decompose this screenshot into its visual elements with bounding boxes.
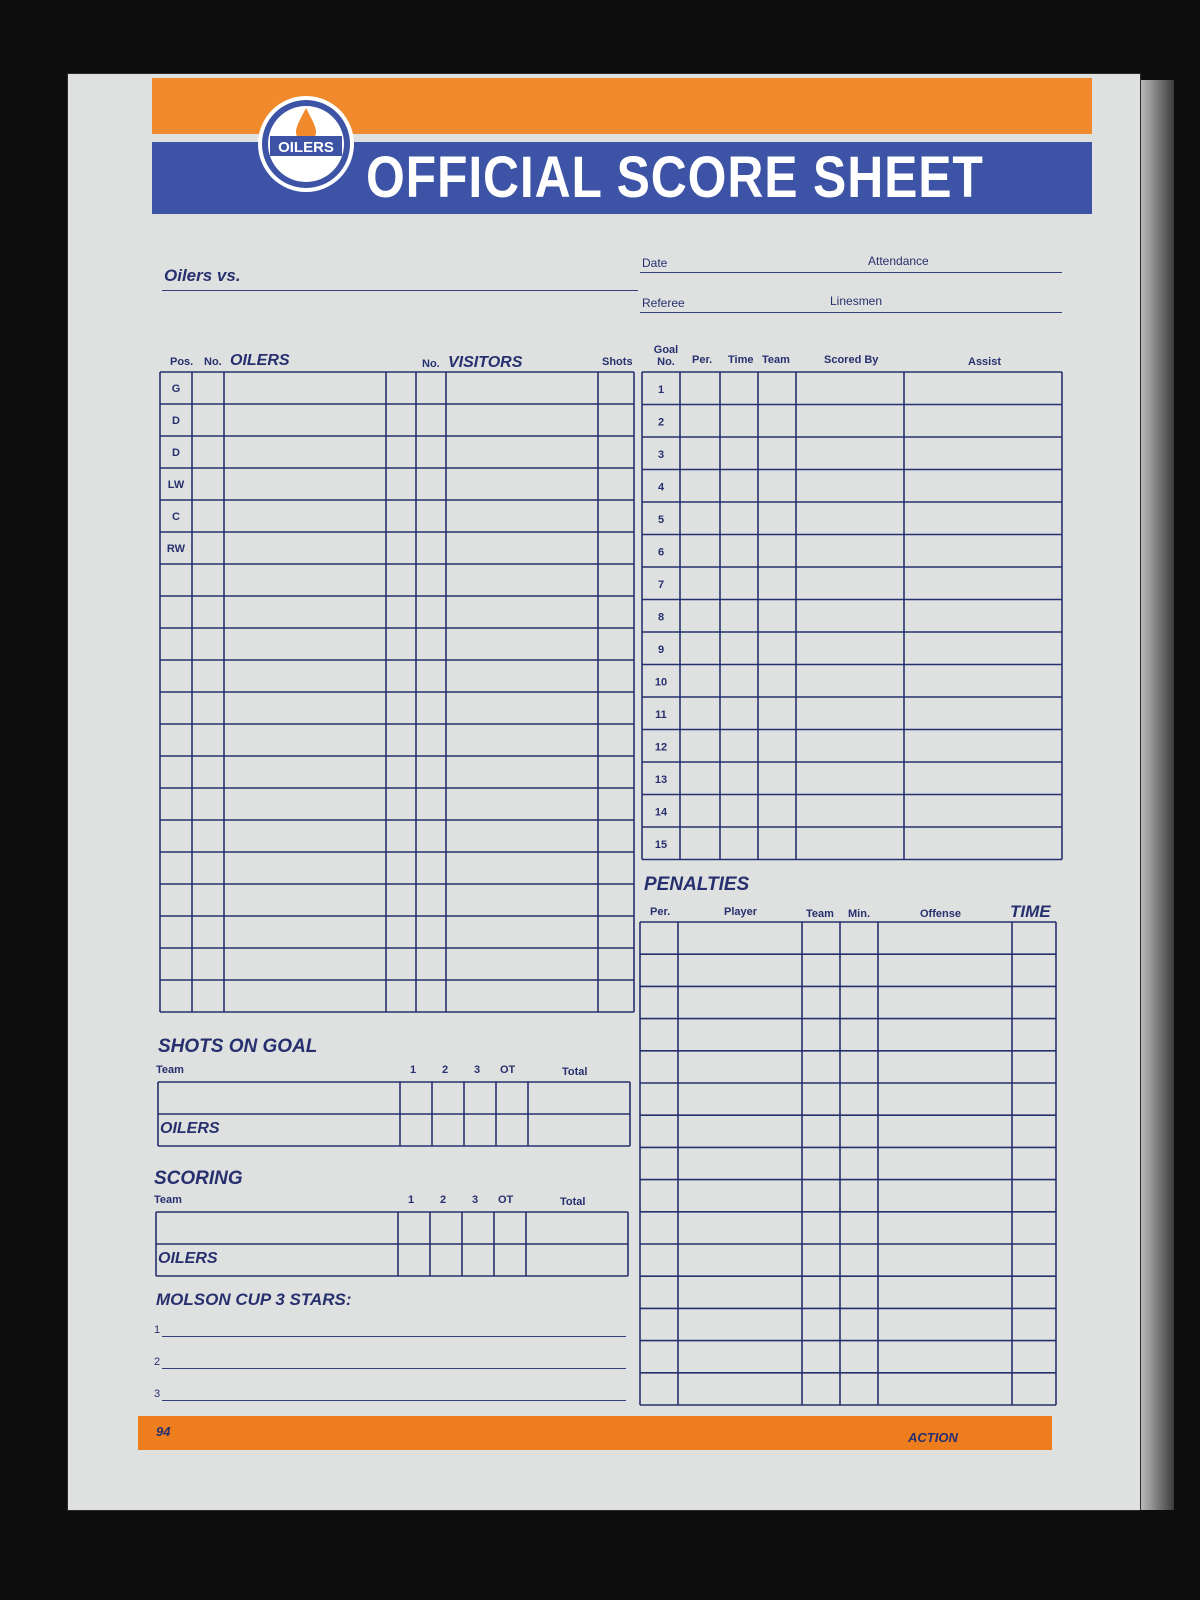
sog-oilers-row-label: OILERS xyxy=(160,1120,220,1137)
penalties-grid[interactable] xyxy=(638,920,1062,1410)
sog-total-header: Total xyxy=(562,1066,588,1078)
no-header-2: No. xyxy=(422,358,440,370)
scoring-team-header: Team xyxy=(154,1194,182,1206)
no-header: No. xyxy=(204,356,222,368)
goal-number: 11 xyxy=(655,709,667,721)
pos-header: Pos. xyxy=(170,356,194,368)
goal-number: 10 xyxy=(654,676,668,689)
oilers-header: OILERS xyxy=(230,352,290,369)
scoring-period-3: 3 xyxy=(472,1194,479,1206)
referee-linesmen-line[interactable] xyxy=(640,312,1062,313)
scoring-period-2: 2 xyxy=(440,1194,447,1206)
scoring-period-1: 1 xyxy=(408,1194,415,1206)
star-2-number: 2 xyxy=(154,1356,161,1368)
opponent-label: Oilers vs. xyxy=(164,266,241,285)
sog-period-2: 2 xyxy=(442,1064,449,1076)
roster-grid[interactable] xyxy=(158,370,636,1014)
shots-on-goal-title: SHOTS ON GOAL xyxy=(158,1036,318,1057)
position-label: G xyxy=(171,383,181,395)
oilers-logo xyxy=(256,94,356,194)
position-label: D xyxy=(172,447,180,459)
sog-period-3: 3 xyxy=(474,1064,481,1076)
goal-team-header: Team xyxy=(762,354,790,366)
goal-per-header: Per. xyxy=(692,354,713,366)
pen-offense-header: Offense xyxy=(920,908,961,920)
goal-no-header: Goal No. xyxy=(653,344,679,368)
scoring-title: SCORING xyxy=(154,1168,243,1189)
scored-by-header: Scored By xyxy=(824,354,879,366)
goal-number: 15 xyxy=(654,839,668,851)
visitors-header: VISITORS xyxy=(448,354,523,371)
referee-label: Referee xyxy=(642,296,685,310)
position-label: C xyxy=(172,511,180,523)
goal-number: 8 xyxy=(657,611,665,624)
goal-number: 12 xyxy=(654,741,668,754)
goal-number: 6 xyxy=(657,546,665,559)
goal-number: 3 xyxy=(657,449,665,461)
page-edge xyxy=(1134,80,1174,1510)
opponent-line[interactable] xyxy=(162,290,638,291)
position-label: D xyxy=(172,415,180,427)
pen-player-header: Player xyxy=(724,906,758,918)
pen-min-header: Min. xyxy=(848,908,870,920)
goal-number: 13 xyxy=(654,774,668,786)
goal-number: 14 xyxy=(654,806,668,819)
goal-number: 2 xyxy=(657,416,665,429)
goal-number: 7 xyxy=(657,579,665,591)
pen-per-header: Per. xyxy=(650,906,671,918)
linesmen-label: Linesmen xyxy=(830,294,883,308)
star-2-line[interactable] xyxy=(162,1368,626,1369)
goal-number: 1 xyxy=(657,384,665,396)
score-sheet-page xyxy=(68,74,1140,1510)
attendance-label: Attendance xyxy=(868,254,929,268)
page-number: 94 xyxy=(156,1424,171,1439)
pen-time-header: TIME xyxy=(1010,902,1051,921)
goal-number: 5 xyxy=(657,514,665,526)
sog-period-ot: OT xyxy=(500,1064,516,1076)
sog-period-1: 1 xyxy=(410,1064,417,1076)
pen-team-header: Team xyxy=(806,908,834,920)
page-title: OFFICIAL SCORE SHEET xyxy=(366,145,984,210)
sog-team-header: Team xyxy=(156,1064,184,1076)
goals-grid[interactable] xyxy=(640,370,1064,862)
star-3-number: 3 xyxy=(154,1388,161,1400)
scoring-grid[interactable] xyxy=(154,1210,630,1280)
goal-time-header: Time xyxy=(728,354,754,366)
position-label: LW xyxy=(167,479,185,491)
scoring-period-ot: OT xyxy=(498,1194,514,1206)
scoring-oilers-row-label: OILERS xyxy=(158,1250,218,1267)
shots-header: Shots xyxy=(602,356,633,368)
position-label: RW xyxy=(166,543,186,555)
date-label: Date xyxy=(642,256,668,270)
goal-number: 9 xyxy=(657,644,665,656)
date-attendance-line[interactable] xyxy=(640,272,1062,273)
penalties-title: PENALTIES xyxy=(644,874,750,895)
assist-header: Assist xyxy=(968,356,1002,368)
logo-text: OILERS xyxy=(278,139,334,156)
goal-number: 4 xyxy=(657,481,665,494)
star-1-line[interactable] xyxy=(162,1336,626,1337)
star-3-line[interactable] xyxy=(162,1400,626,1401)
star-1-number: 1 xyxy=(154,1324,161,1336)
publication-name: ACTION xyxy=(908,1430,958,1445)
three-stars-title: MOLSON CUP 3 STARS: xyxy=(156,1290,352,1309)
scoring-total-header: Total xyxy=(560,1196,586,1208)
shots-on-goal-grid[interactable] xyxy=(156,1080,632,1150)
